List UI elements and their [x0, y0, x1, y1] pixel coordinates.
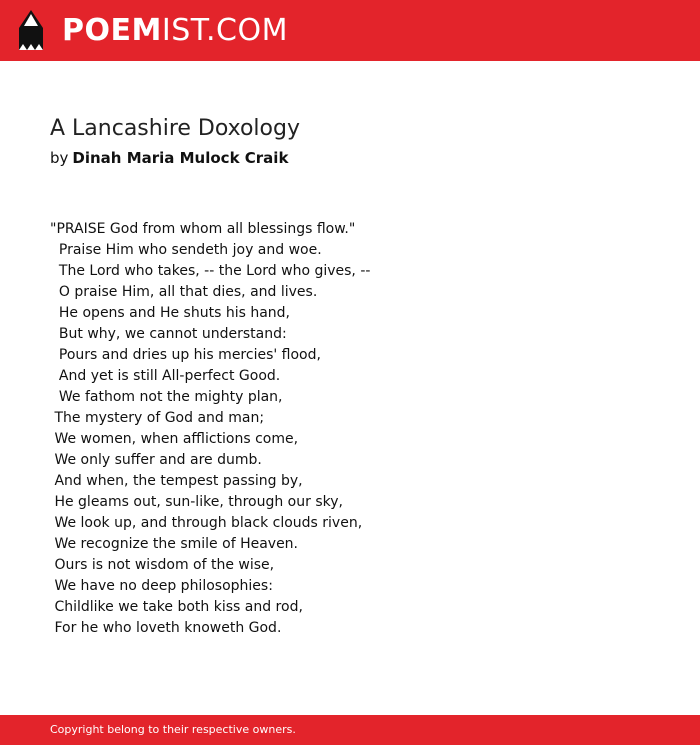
logo-text-light: IST.COM [161, 13, 288, 48]
site-logo-text [62, 13, 288, 48]
poem-line: We only suffer and are dumb. [50, 452, 262, 468]
pen-nib-icon [18, 9, 44, 53]
poem-line: We recognize the smile of Heaven. [50, 536, 299, 552]
poem-line: We look up, and through black clouds riven, [50, 515, 363, 531]
poem-line: Praise Him who sendeth joy and woe. [50, 242, 322, 258]
poem-line: He gleams out, sun-like, through our sky, [50, 494, 343, 510]
poem-line: And when, the tempest passing by, [50, 473, 303, 489]
poem-line: Ours is not wisdom of the wise, [50, 557, 275, 573]
site-header [0, 0, 700, 61]
poem-line: We fathom not the mighty plan, [50, 389, 283, 405]
byline-label: by [50, 149, 69, 167]
poem-line: The Lord who takes, -- the Lord who gives, -- [50, 263, 371, 279]
poem-line: And yet is still All-perfect Good. [50, 368, 281, 384]
poem-line: O praise Him, all that dies, and lives. [50, 284, 318, 300]
poem-line: He opens and He shuts his hand, [50, 305, 290, 321]
poem-line: We women, when afflictions come, [50, 431, 299, 447]
poem-title: A Lancashire Doxology [50, 116, 300, 141]
poem-line: Childlike we take both kiss and rod, [50, 599, 303, 615]
poem-line: But why, we cannot understand: [50, 326, 287, 342]
poem-byline [50, 149, 288, 167]
poem-line: We have no deep philosophies: [50, 578, 273, 594]
site-footer [0, 715, 700, 745]
copyright-notice: Copyright belong to their respective owners. [50, 723, 296, 736]
poem-line: "PRAISE God from whom all blessings flow." [50, 221, 356, 237]
poem-line: The mystery of God and man; [50, 410, 265, 426]
logo-text-bold: POEM [62, 13, 162, 48]
poem-line: Pours and dries up his mercies' flood, [50, 347, 321, 363]
poem-body [50, 219, 370, 639]
poem-line: For he who loveth knoweth God. [50, 620, 282, 636]
poem-author[interactable]: Dinah Maria Mulock Craik [72, 149, 289, 167]
site-logo-link[interactable] [18, 9, 288, 53]
